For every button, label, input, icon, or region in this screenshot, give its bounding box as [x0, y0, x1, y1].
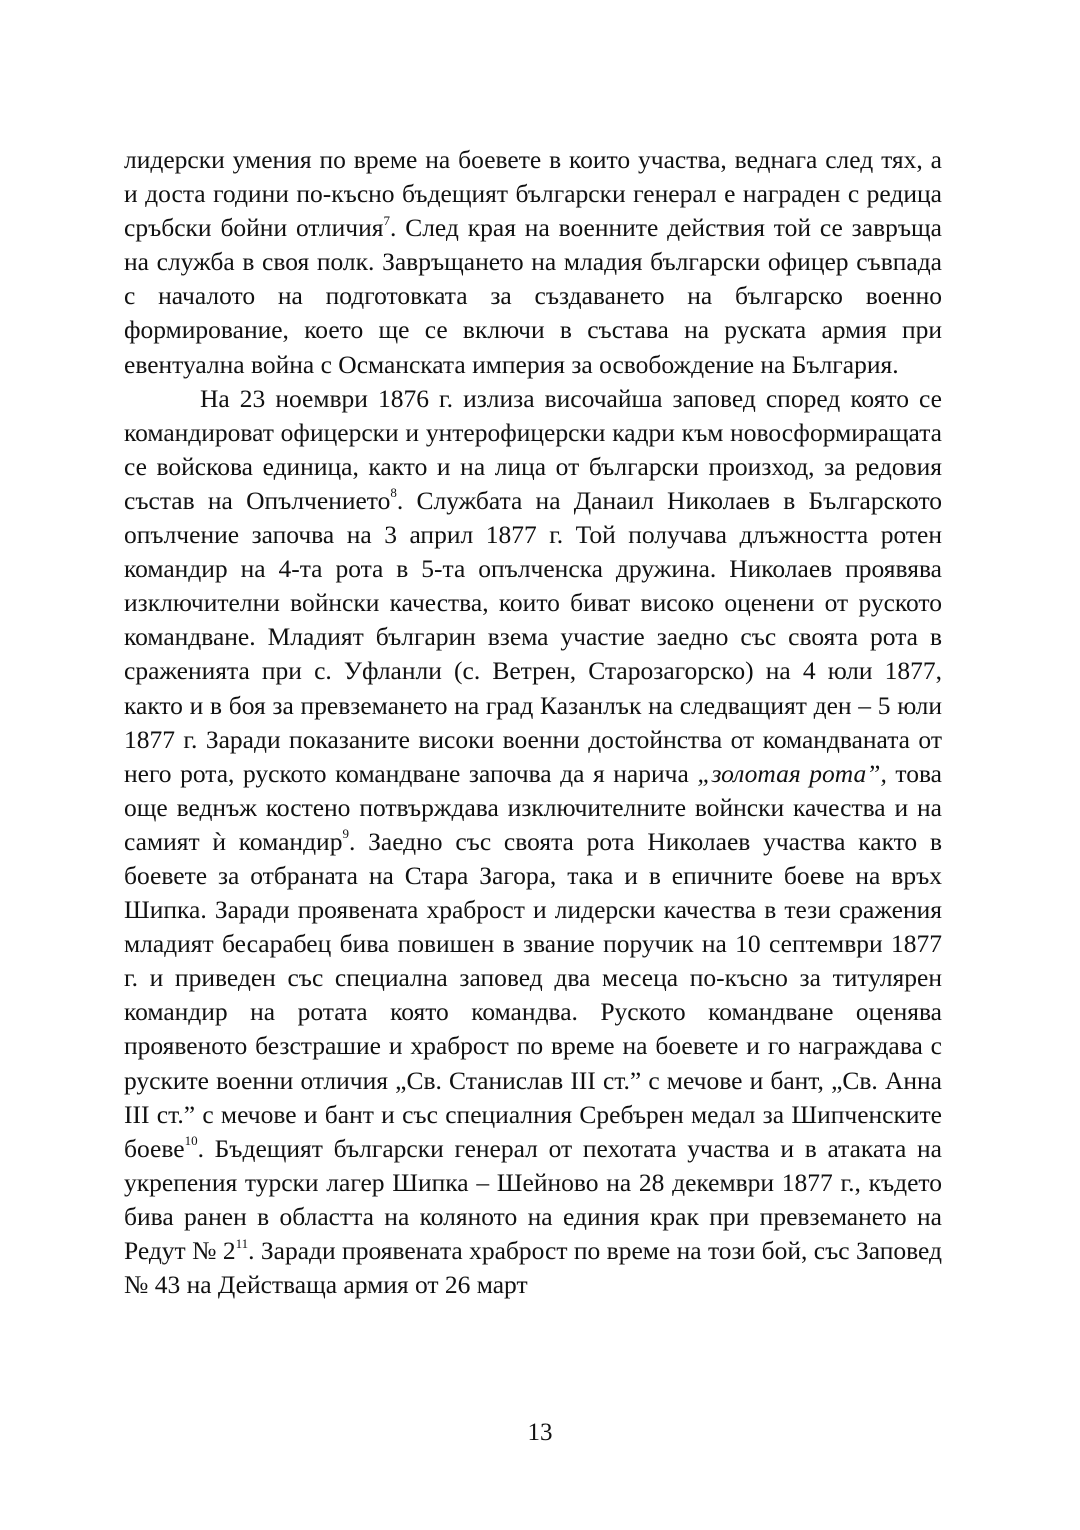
text-run: . Заради проявената храброст по време на този бой, със Заповед № 43 на Действаща армия от 26 март — [124, 1236, 942, 1300]
text-run: това още веднъж костено потвърждава изключителните войнски качества и на самият ѝ командир — [124, 758, 943, 856]
text-run: лидерски умения по време на боевете в които участва, веднага след тях, а и доста години по-късно бъдещият български генерал е награден с редица сръбски бойни отличия — [124, 145, 942, 243]
text-run: . Службата на Данаил Николаев в Българското опълчение започва на 3 април 1877 г. Той получава длъжността ротен командир на 4-та рота в 5-та опълченска дружина. Николаев проявява изключителни войнски качества, които биват високо оценени от руското командване. Младият българин взема участие заедно със своята рота в сраженията при с. Уфланли (с. Ветрен, Старозагорско) на 4 юли 1877, както и в боя за превземането на град Казанлък на следващият ден – 5 юли 1877 г. Заради показаните високи военни достойнства от командваната от него рота, руското командване започва да я нарича — [124, 485, 943, 788]
paragraph-continued — [124, 143, 942, 382]
page-number: 13 — [527, 1419, 553, 1446]
italic-quote: „золотая рота”, — [697, 758, 887, 788]
footnote-ref-11: 11 — [235, 1235, 249, 1251]
paragraph-main — [124, 382, 942, 1303]
text-run: . Заедно със своята рота Николаев участва както в боевете за отбраната на Стара Загора, така и в епичните боеве на връх Шипка. Заради проявената храброст и лидерски качества в тези сражения младият бесарабец бива повишен в звание поручик на 10 септември 1877 г. и приведен със специална заповед два месеца по-късно за титулярен командир на ротата която командва. Руското командване оценява проявеното безстрашие и храброст по време на боевете и го награждава с руските военни отличия „Св. Станислав III ст.” с мечове и бант, „Св. Анна III ст.” с мечове и бант и със специалния Сребърен медал за Шипченските боеве — [124, 826, 942, 1163]
body-text — [124, 143, 942, 1302]
footnote-ref-7: 7 — [383, 212, 390, 228]
text-run: . Бъдещият български генерал от пехотата участва и в атаката на укрепения турски лагер Шипка – Шейново на 28 декември 1877 г., където бива ранен в областта на коляното на единия крак при превземането на Редут № 2 — [124, 1133, 942, 1265]
text-run: На 23 ноември 1876 г. излиза височайша заповед според която се командироват офицерски и унтерофицерски кадри към новосформиращата се войскова единица, както и на лица от български произход, за редовия състав на Опълчението — [124, 383, 942, 515]
footnote-ref-9: 9 — [342, 826, 349, 842]
footnote-ref-10: 10 — [184, 1133, 198, 1149]
footnote-ref-8: 8 — [390, 485, 397, 501]
text-run: . След края на военните действия той се завръща на служба в своя полк. Завръщането на младия български офицер съвпада с началото на подготовката за създаването на българско военно формирование, което ще се включи в състава на руската армия при евентуална война с Османската империя за освобождение на България. — [124, 213, 942, 379]
